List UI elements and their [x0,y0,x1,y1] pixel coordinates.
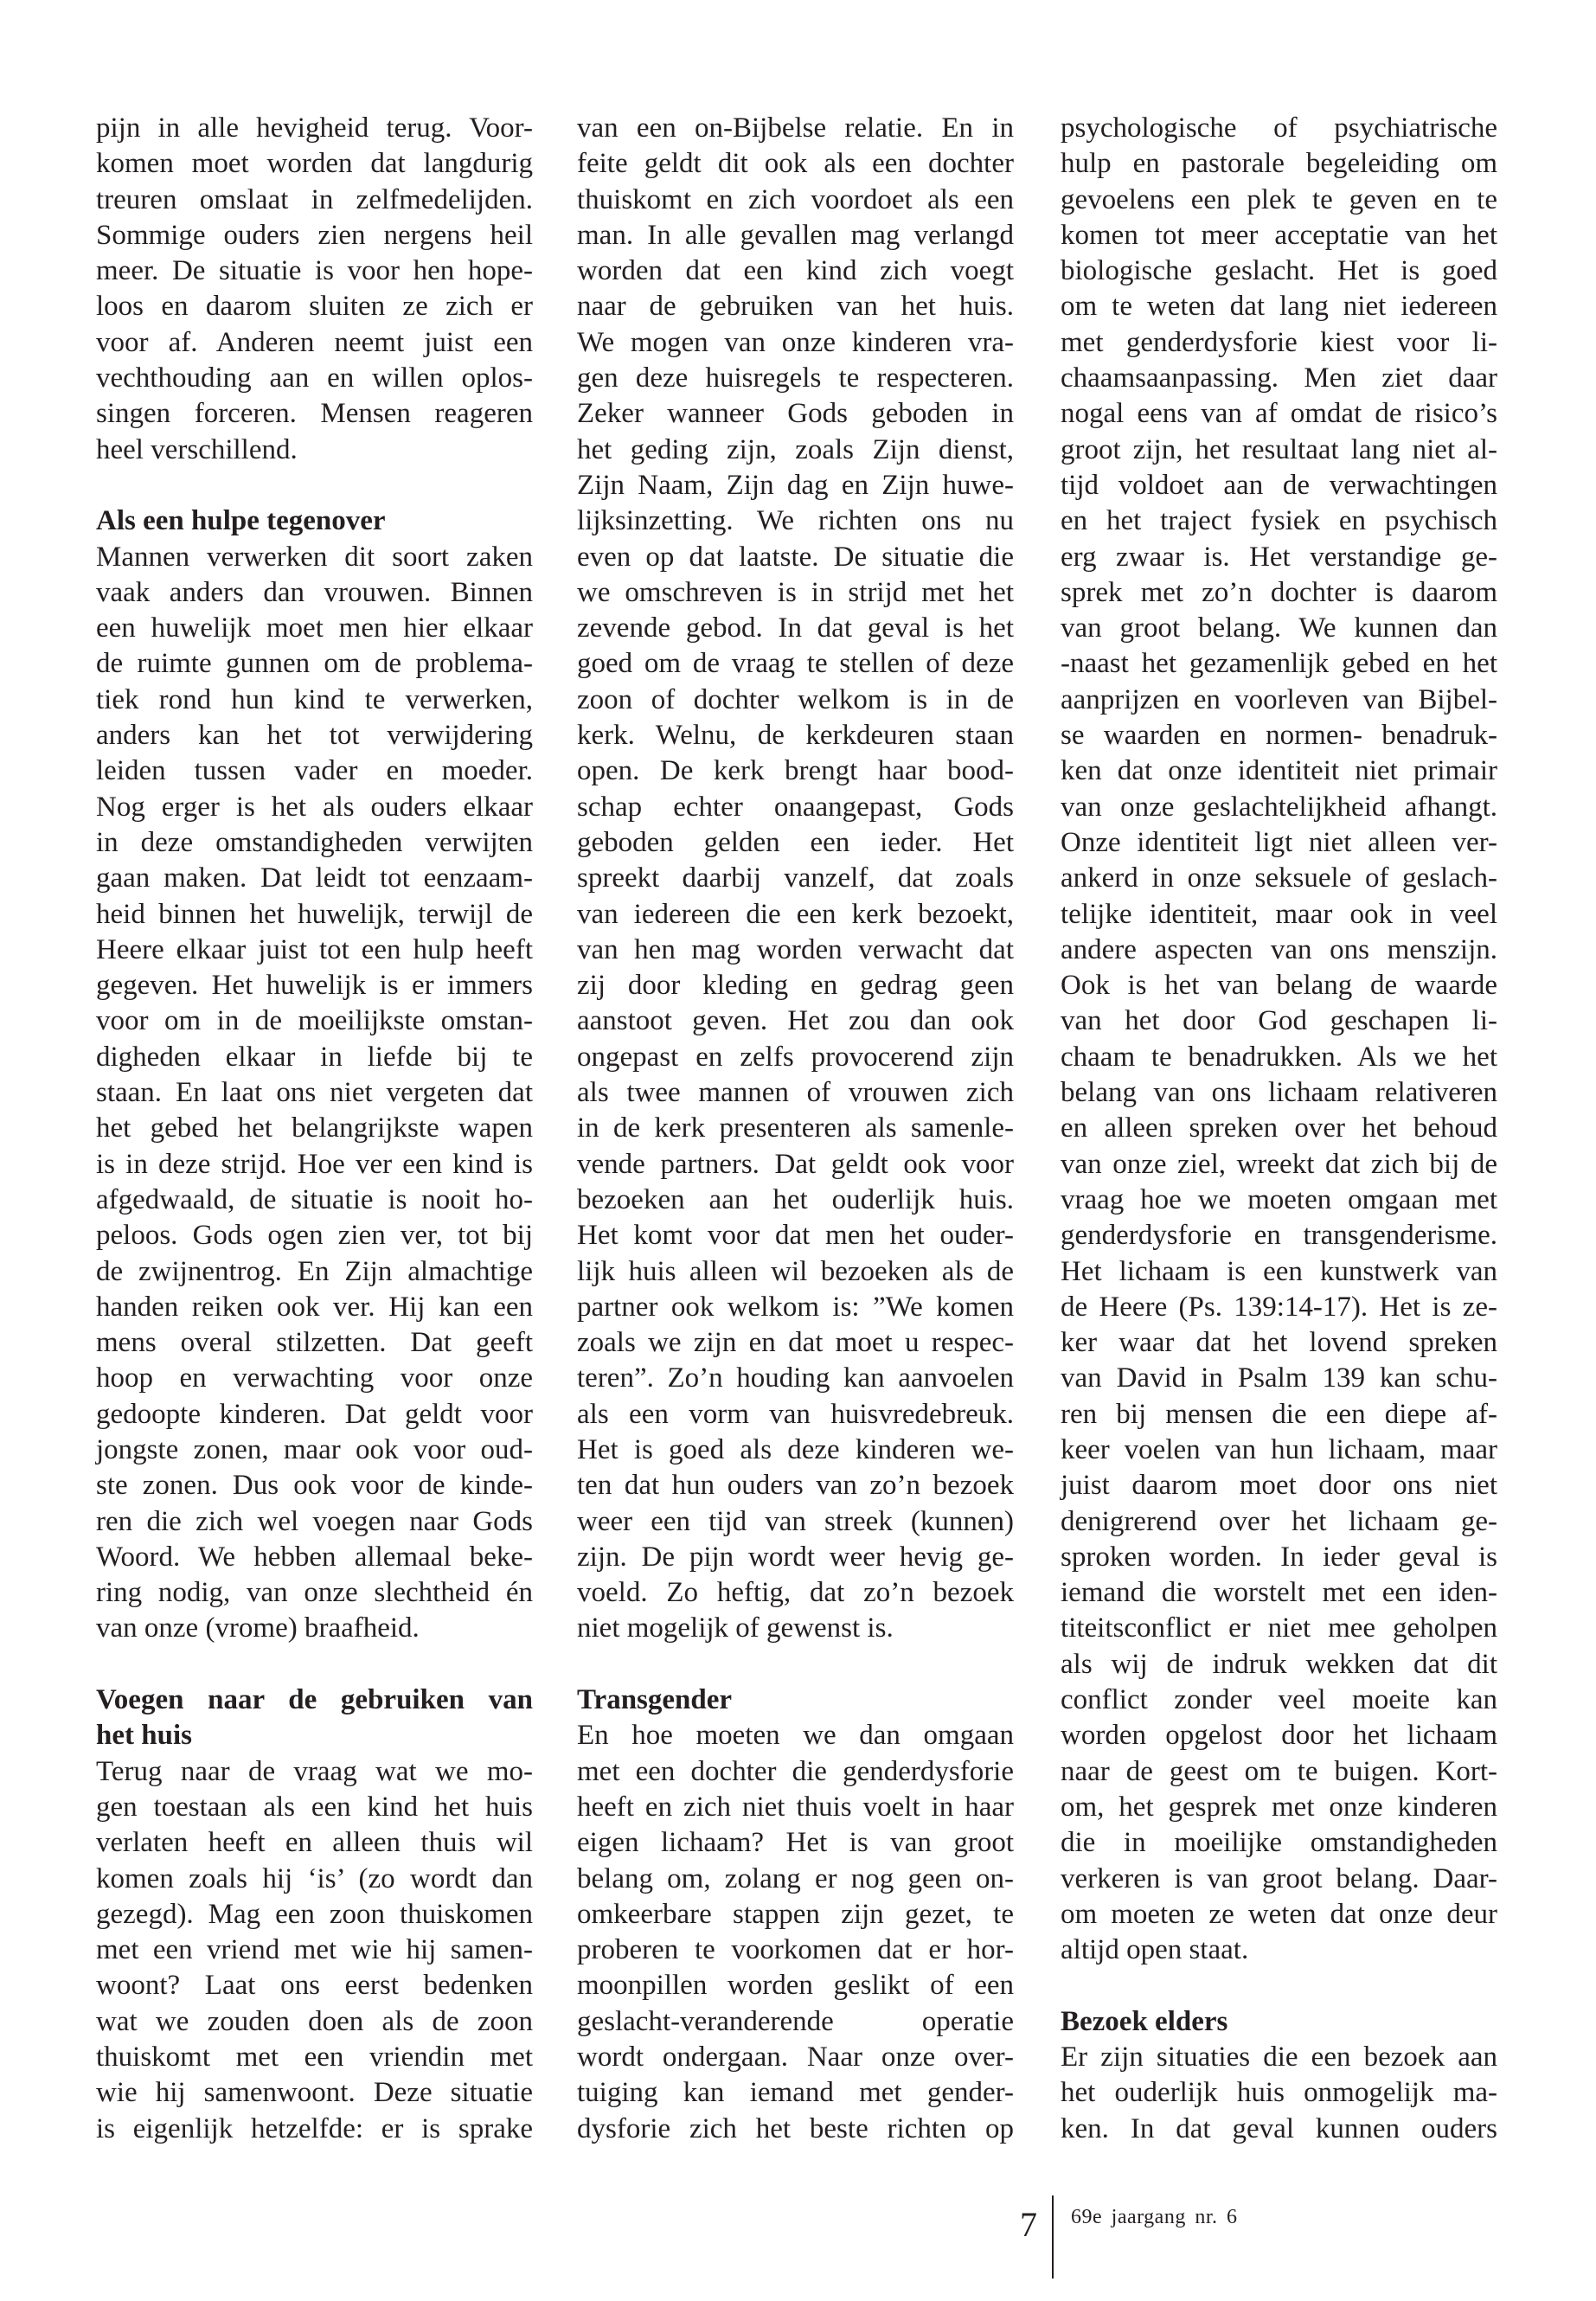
text-line: vaak anders dan vrouwen. Binnen [96,576,533,608]
text-line: gedoopte kinderen. Dat geldt voor [96,1398,533,1430]
text-line: en het traject fysiek en psychisch [1061,505,1497,537]
text-line: van David in Psalm 139 kan schu- [1061,1362,1497,1394]
text-line: ren die zich wel voegen naar Gods [96,1505,533,1537]
text-line: van hen mag worden verwacht dat [577,933,1014,965]
page-number: 7 [1020,2205,1037,2244]
section-heading [96,503,533,539]
text-line: Nog erger is het als ouders elkaar [96,791,533,823]
text-line: chaam te benadrukken. Als we het [1061,1041,1497,1073]
section-heading [577,1682,1014,1718]
text-line: tiek rond hun kind te verwerken, [96,683,533,715]
text-line: thuiskomt en zich voordoet als een [577,183,1014,215]
text-line: anders kan het tot verwijdering [96,720,533,752]
text-line: verkeren is van groot belang. Daar- [1061,1862,1497,1894]
text-line: partner ook welkom is: ”We komen [577,1291,1014,1323]
text-line: iemand die worstelt met een iden- [1061,1577,1497,1609]
text-line: Sommige ouders zien nergens heil [96,219,533,251]
text-line: wie hij samenwoont. Deze situatie [96,2077,533,2109]
text-line: wordt ondergaan. Naar onze over- [577,2041,1014,2073]
text-line: biologische geslacht. Het is goed [1061,255,1497,287]
text-line: gaan maken. Dat leidt tot eenzaam- [96,862,533,894]
text-line: worden opgelost door het lichaam [1061,1720,1497,1752]
text-line: man. In alle gevallen mag verlangd [577,219,1014,251]
text-line: ren bij mensen die een diepe af- [1061,1398,1497,1430]
text-line: gegeven. Het huwelijk is er immers [96,970,533,1002]
text-line: telijke identiteit, maar ook in veel [1061,898,1497,930]
text-line: Er zijn situaties die een bezoek aan [1061,2041,1497,2073]
text-line: feite geldt dit ook als een dochter [577,148,1014,180]
text-line: met een dochter die genderdysforie [577,1755,1014,1787]
text-line: de zwijnentrog. En Zijn almachtige [96,1255,533,1287]
text-line: Zeker wanneer Gods geboden in [577,398,1014,430]
text-line: proberen te voorkomen dat er hor- [577,1934,1014,1966]
paragraph [96,1754,533,2147]
text-line: vende partners. Dat geldt ook voor [577,1148,1014,1180]
text-line: jongste zonen, maar ook voor oud- [96,1433,533,1465]
text-line: vechthouding aan en willen oplos- [96,362,533,394]
text-line: aanprijzen en voorleven van Bijbel- [1061,683,1497,715]
text-line: sprek met zo’n dochter is daarom [1061,576,1497,608]
text-line: moonpillen worden geslikt of een [577,1970,1014,2002]
text-line: digheden elkaar in liefde bij te [96,1041,533,1073]
text-line: in de kerk presenteren als samenle- [577,1112,1014,1144]
text-line: singen forceren. Mensen reageren [96,398,533,430]
text-line: komen moet worden dat langdurig [96,148,533,180]
text-line: open. De kerk brengt haar bood- [577,755,1014,787]
text-line: Het is goed als deze kinderen we- [577,1433,1014,1465]
paragraph [96,540,533,1647]
text-line: gen deze huisregels te respecteren. [577,362,1014,394]
text-line: pijn in alle hevigheid terug. Voor- [96,112,533,144]
column-1 [96,111,533,2147]
heading-line: het huis [96,1720,192,1752]
text-line: zevende gebod. In dat geval is het [577,612,1014,644]
text-line: mens overal stilzetten. Dat geeft [96,1327,533,1359]
text-line: de ruimte gunnen om de problema- [96,648,533,680]
section-heading [1061,2004,1497,2040]
text-line: Zijn Naam, Zijn dag en Zijn huwe- [577,469,1014,501]
issue-label: 69e jaargang nr. 6 [1071,2206,1238,2228]
text-line: Onze identiteit ligt niet alleen ver- [1061,826,1497,858]
text-line: Het komt voor dat men het ouder- [577,1220,1014,1252]
text-line: we omschreven is in strijd met het [577,576,1014,608]
text-line: om te weten dat lang niet iedereen [1061,291,1497,323]
text-line: een huwelijk moet men hier elkaar [96,612,533,644]
text-line: het ouderlijk huis onmogelijk ma- [1061,2077,1497,2109]
paragraph [1061,2040,1497,2147]
text-line: als twee mannen of vrouwen zich [577,1077,1014,1109]
text-line: omkeerbare stappen zijn gezet, te [577,1898,1014,1930]
paragraph [96,111,533,468]
text-line: voor om in de moeilijkste omstan- [96,1005,533,1037]
text-line: psychologische of psychiatrische [1061,112,1497,144]
text-line: van onze geslachtelijkheid afhangt. [1061,791,1497,823]
text-line: teren”. Zo’n houding kan aanvoelen [577,1362,1014,1394]
text-line: staan. En laat ons niet vergeten dat [96,1077,533,1109]
heading-line: Voegen naar de gebruiken van [96,1684,533,1716]
text-line: andere aspecten van ons menszijn. [1061,933,1497,965]
text-line: ken dat onze identiteit niet primair [1061,755,1497,787]
paragraph [1061,111,1497,1968]
text-line: lijksinzetting. We richten ons nu [577,505,1014,537]
text-line: het gebed het belangrijkste wapen [96,1112,533,1144]
text-line: die in moeilijke omstandigheden [1061,1827,1497,1859]
text-line: goed om de vraag te stellen of deze [577,648,1014,680]
paragraph [577,1718,1014,2147]
text-line: en alleen spreken over het behoud [1061,1112,1497,1144]
section-heading [96,1682,533,1754]
column-3 [1061,111,1497,2147]
text-line: van het door God geschapen li- [1061,1005,1497,1037]
text-line: meer. De situatie is voor hen hope- [96,255,533,287]
text-line: van onze ziel, wreekt dat zich bij de [1061,1148,1497,1180]
heading-line: Transgender [577,1684,733,1716]
text-line: niet mogelijk of gewenst is. [577,1612,894,1644]
text-line: heel verschillend. [96,433,298,465]
text-line: ankerd in onze seksuele of geslach- [1061,862,1497,894]
text-line: komen tot meer acceptatie van het [1061,219,1497,251]
text-line: gen toestaan als een kind het huis [96,1791,533,1823]
text-line: komen zoals hij ‘is’ (zo wordt dan [96,1862,533,1894]
heading-line: Bezoek elders [1061,2005,1228,2037]
text-line: zoals we zijn en dat moet u respec- [577,1327,1014,1359]
text-line: -naast het gezamenlijk gebed en het [1061,648,1497,680]
text-line: Het lichaam is een kunstwerk van [1061,1255,1497,1287]
text-line: En hoe moeten we dan omgaan [577,1720,1014,1752]
text-line: ring nodig, van onze slechtheid én [96,1577,533,1609]
text-line: peloos. Gods ogen zien ver, tot bij [96,1220,533,1252]
heading-line: Als een hulpe tegenover [96,505,386,537]
text-line: loos en daarom sluiten ze zich er [96,291,533,323]
text-line: geboden gelden een ieder. Het [577,826,1014,858]
text-line: als een vorm van huisvredebreuk. [577,1398,1014,1430]
text-line: verlaten heeft en alleen thuis wil [96,1827,533,1859]
text-line: zijn. De pijn wordt weer hevig ge- [577,1541,1014,1573]
text-line: We mogen van onze kinderen vra- [577,326,1014,358]
text-line: gevoelens een plek te geven en te [1061,183,1497,215]
text-line: treuren omslaat in zelfmedelijden. [96,183,533,215]
text-line: genderdysforie en transgenderisme. [1061,1220,1497,1252]
text-line: van een on-Bijbelse relatie. En in [577,112,1014,144]
text-line: woont? Laat ons eerst bedenken [96,1970,533,2002]
text-line: naar de geest om te buigen. Kort- [1061,1755,1497,1787]
footer-divider [1052,2195,1054,2279]
text-line: wat we zouden doen als de zoon [96,2005,533,2037]
text-line: van iedereen die een kerk bezoekt, [577,898,1014,930]
text-line: Woord. We hebben allemaal beke- [96,1541,533,1573]
text-line: schap echter onaangepast, Gods [577,791,1014,823]
text-line: leiden tussen vader en moeder. [96,755,533,787]
text-line: om moeten ze weten dat onze deur [1061,1898,1497,1930]
text-line: zoon of dochter welkom is in de [577,683,1014,715]
text-line: denigrerend over het lichaam ge- [1061,1505,1497,1537]
text-line: dysforie zich het beste richten op [577,2112,1014,2144]
text-line: ken. In dat geval kunnen ouders [1061,2112,1497,2144]
text-line: naar de gebruiken van het huis. [577,291,1014,323]
text-line: zij door kleding en gedrag geen [577,970,1014,1002]
text-line: met een vriend met wie hij samen- [96,1934,533,1966]
text-line: ten dat hun ouders van zo’n bezoek [577,1470,1014,1502]
text-line: tuiging kan iemand met gender- [577,2077,1014,2109]
text-line: groot zijn, het resultaat lang niet al- [1061,433,1497,465]
text-line: titeitsconflict er niet mee geholpen [1061,1612,1497,1644]
text-line: worden dat een kind zich voegt [577,255,1014,287]
text-line: se waarden en normen- benadruk- [1061,720,1497,752]
text-line: kerk. Welnu, de kerkdeuren staan [577,720,1014,752]
text-line: om, het gesprek met onze kinderen [1061,1791,1497,1823]
text-line: vraag hoe we moeten omgaan met [1061,1183,1497,1215]
text-line: bezoeken aan het ouderlijk huis. [577,1183,1014,1215]
text-line: thuiskomt met een vriendin met [96,2041,533,2073]
text-line: heid binnen het huwelijk, terwijl de [96,898,533,930]
text-line: Terug naar de vraag wat we mo- [96,1755,533,1787]
text-line: de Heere (Ps. 139:14-17). Het is ze- [1061,1291,1497,1323]
text-line: nogal eens van af omdat de risico’s [1061,398,1497,430]
column-2 [577,111,1014,2147]
text-line: het geding zijn, zoals Zijn dienst, [577,433,1014,465]
text-line: heeft en zich niet thuis voelt in haar [577,1791,1014,1823]
text-line: Mannen verwerken dit soort zaken [96,541,533,573]
text-line: Ook is het van belang de waarde [1061,970,1497,1002]
text-line: ste zonen. Dus ook voor de kinde- [96,1470,533,1502]
text-line: altijd open staat. [1061,1934,1249,1966]
text-line: gezegd). Mag een zoon thuiskomen [96,1898,533,1930]
text-line: voor af. Anderen neemt juist een [96,326,533,358]
text-line: even op dat laatste. De situatie die [577,541,1014,573]
text-line: van onze (vrome) braafheid. [96,1612,420,1644]
text-line: weer een tijd van streek (kunnen) [577,1505,1014,1537]
text-line: met genderdysforie kiest voor li- [1061,326,1497,358]
text-line: voeld. Zo heftig, dat zo’n bezoek [577,1577,1014,1609]
text-line: eigen lichaam? Het is van groot [577,1827,1014,1859]
paragraph [577,111,1014,1647]
text-line: belang van ons lichaam relativeren [1061,1077,1497,1109]
text-line: afgedwaald, de situatie is nooit ho- [96,1183,533,1215]
text-line: handen reiken ook ver. Hij kan een [96,1291,533,1323]
text-line: conflict zonder veel moeite kan [1061,1684,1497,1716]
text-line: geslacht-veranderende operatie [577,2005,1014,2037]
text-line: ker waar dat het lovend spreken [1061,1327,1497,1359]
text-line: ongepast en zelfs provocerend zijn [577,1041,1014,1073]
text-line: aanstoot geven. Het zou dan ook [577,1005,1014,1037]
text-line: in deze omstandigheden verwijten [96,826,533,858]
text-line: chaamsaanpassing. Men ziet daar [1061,362,1497,394]
text-line: keer voelen van hun lichaam, maar [1061,1433,1497,1465]
text-line: van groot belang. We kunnen dan [1061,612,1497,644]
text-line: erg zwaar is. Het verstandige ge- [1061,541,1497,573]
text-line: Heere elkaar juist tot een hulp heeft [96,933,533,965]
text-line: spreekt daarbij vanzelf, dat zoals [577,862,1014,894]
text-line: is eigenlijk hetzelfde: er is sprake [96,2112,533,2144]
text-line: lijk huis alleen wil bezoeken als de [577,1255,1014,1287]
text-line: hoop en verwachting voor onze [96,1362,533,1394]
text-line: belang om, zolang er nog geen on- [577,1862,1014,1894]
text-line: is in deze strijd. Hoe ver een kind is [96,1148,533,1180]
text-line: tijd voldoet aan de verwachtingen [1061,469,1497,501]
text-line: sproken worden. In ieder geval is [1061,1541,1497,1573]
text-line: als wij de indruk wekken dat dit [1061,1648,1497,1680]
text-line: juist daarom moet door ons niet [1061,1470,1497,1502]
text-line: hulp en pastorale begeleiding om [1061,148,1497,180]
